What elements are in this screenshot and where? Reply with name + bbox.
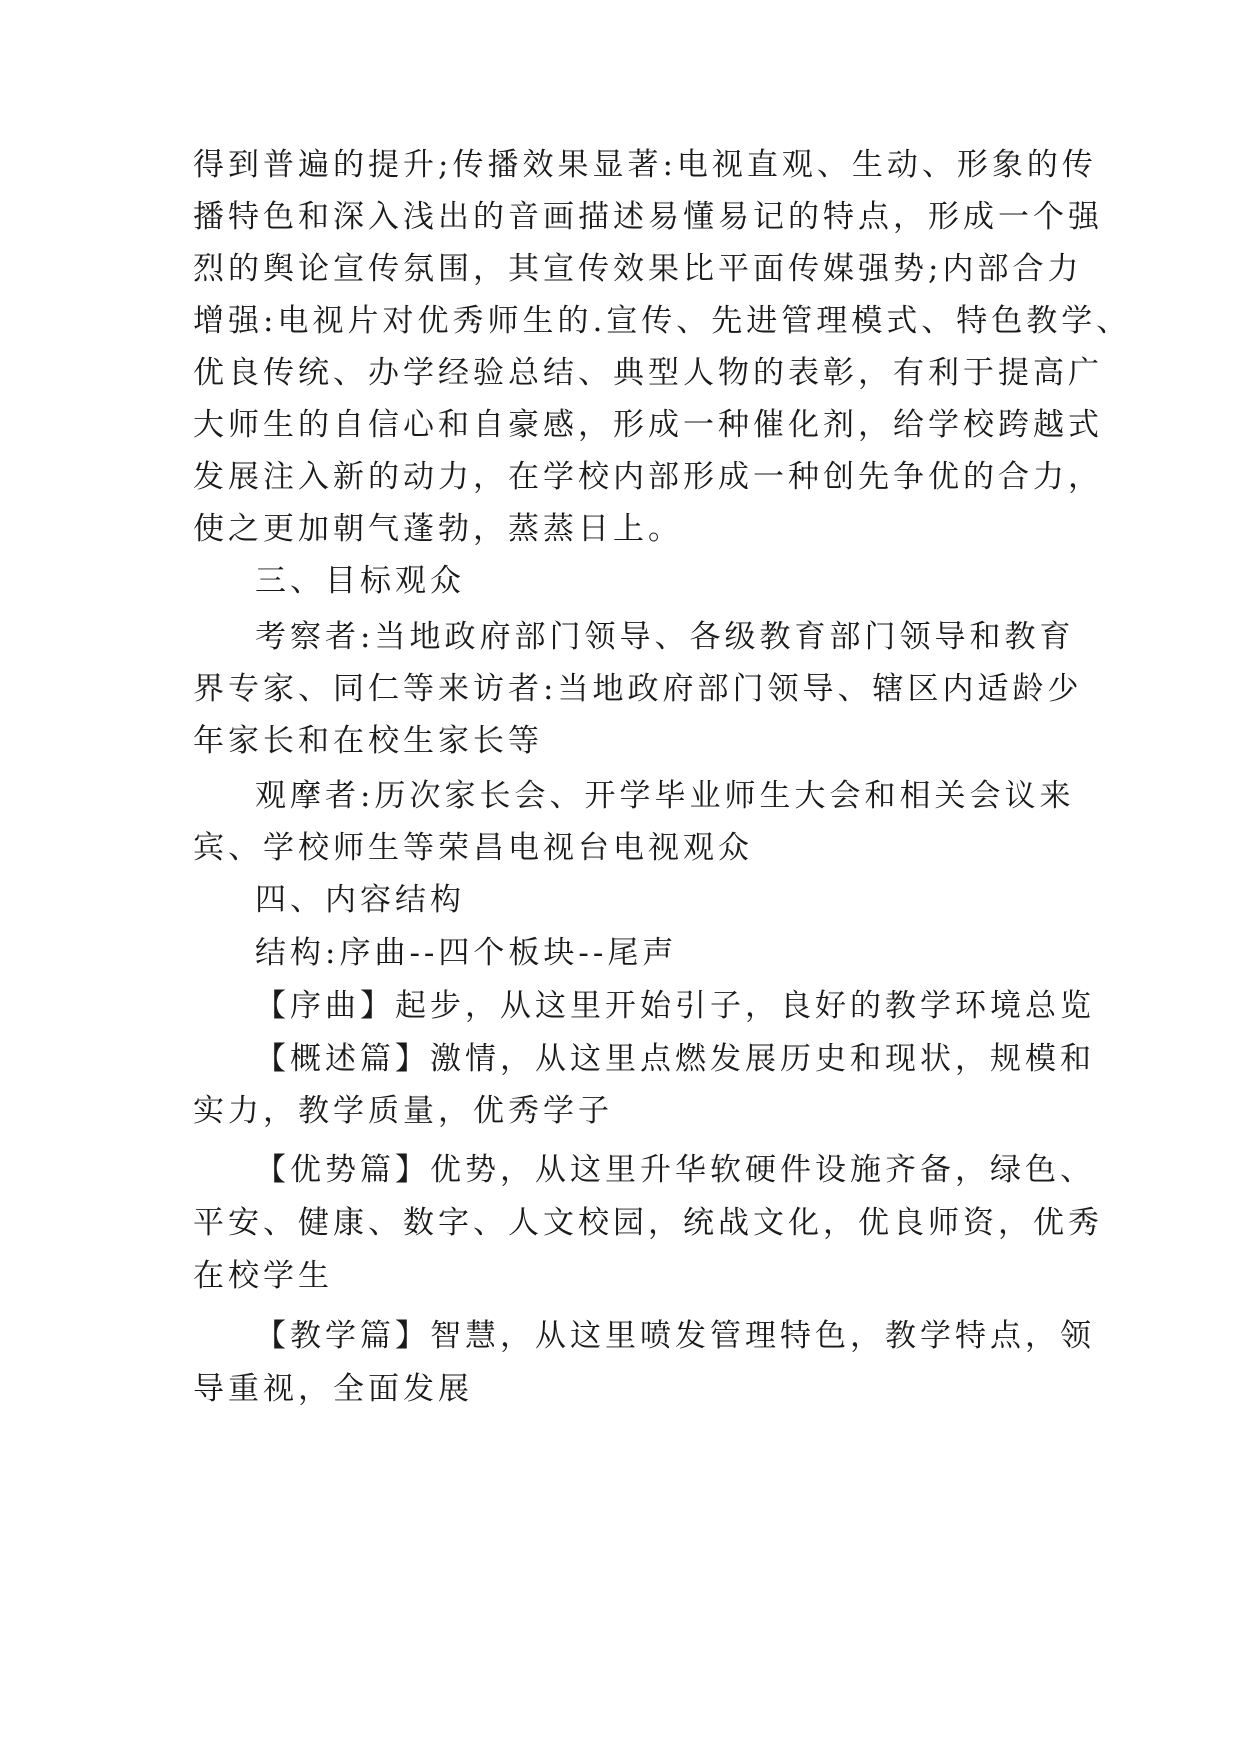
paragraph-line: 导重视，全面发展 <box>193 1371 473 1407</box>
paragraph-line: 界专家、同仁等来访者:当地政府部门领导、辖区内适龄少 <box>193 671 1083 707</box>
paragraph-line: 烈的舆论宣传氛围，其宣传效果比平面传媒强势;内部合力 <box>193 251 1083 287</box>
paragraph-line: 考察者:当地政府部门领导、各级教育部门领导和教育 <box>255 619 1075 655</box>
paragraph-line: 年家长和在校生家长等 <box>193 723 543 759</box>
section-heading: 三、目标观众 <box>255 563 465 599</box>
paragraph-line: 得到普遍的提升;传播效果显著:电视直观、生动、形象的传 <box>193 147 1097 183</box>
paragraph-line: 【教学篇】智慧，从这里喷发管理特色，教学特点，领 <box>255 1318 1095 1354</box>
section-heading: 四、内容结构 <box>255 882 465 918</box>
paragraph-line: 【概述篇】激情，从这里点燃发展历史和现状，规模和 <box>255 1041 1095 1077</box>
paragraph-line: 优良传统、办学经验总结、典型人物的表彰，有利于提高广 <box>193 355 1103 391</box>
paragraph-line: 增强:电视片对优秀师生的.宣传、先进管理模式、特色教学、 <box>193 303 1132 339</box>
paragraph-line: 【优势篇】优势，从这里升华软硬件设施齐备，绿色、 <box>255 1152 1095 1188</box>
paragraph-line: 在校学生 <box>193 1258 333 1294</box>
paragraph-line: 【序曲】起步，从这里开始引子，良好的教学环境总览 <box>255 988 1095 1024</box>
paragraph-line: 发展注入新的动力，在学校内部形成一种创先争优的合力， <box>193 459 1103 495</box>
paragraph-line: 观摩者:历次家长会、开学毕业师生大会和相关会议来 <box>255 778 1075 814</box>
paragraph-line: 平安、健康、数字、人文校园，统战文化，优良师资，优秀 <box>193 1205 1103 1241</box>
paragraph-line: 实力，教学质量，优秀学子 <box>193 1093 613 1129</box>
paragraph-line: 宾、学校师生等荣昌电视台电视观众 <box>193 830 753 866</box>
paragraph-line: 结构:序曲--四个板块--尾声 <box>255 935 678 971</box>
paragraph-line: 播特色和深入浅出的音画描述易懂易记的特点，形成一个强 <box>193 199 1103 235</box>
paragraph-line: 大师生的自信心和自豪感，形成一种催化剂，给学校跨越式 <box>193 407 1103 443</box>
paragraph-line: 使之更加朝气蓬勃，蒸蒸日上。 <box>193 511 683 547</box>
